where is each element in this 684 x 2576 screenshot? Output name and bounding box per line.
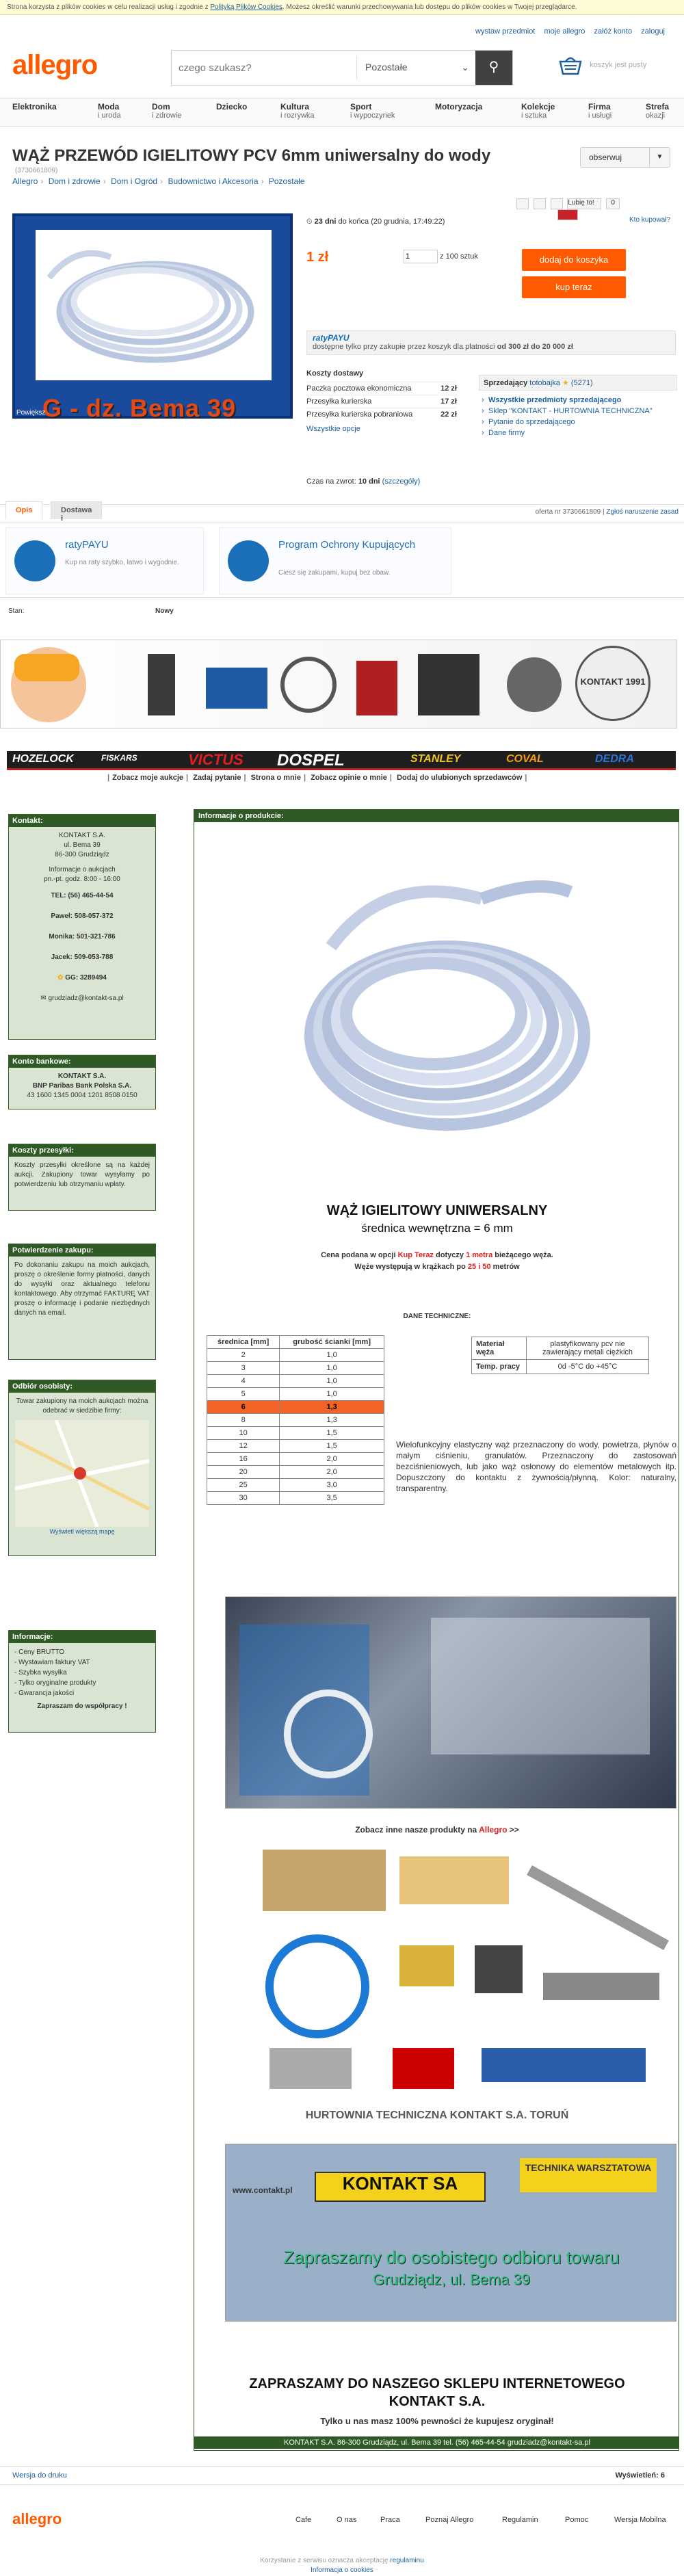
kontakt-badge: KONTAKT 1991: [575, 646, 650, 721]
nav-item-strefa[interactable]: Strefa okazji: [646, 102, 670, 120]
rolls-note: Węże występują w krążkach po 25 i 50 metrów: [354, 1263, 520, 1271]
menu-opinions[interactable]: Zobacz opinie o mnie: [311, 774, 387, 782]
protection-desc: Ciesz się zakupami, kupuj bez obaw.: [278, 569, 391, 577]
observe-label: obserwuj: [589, 153, 622, 162]
bank-name: KONTAKT S.A.: [57, 1073, 107, 1080]
table-row: 3 1,0: [207, 1362, 384, 1375]
contact-jacek: Jacek: 509-053-788: [51, 954, 114, 961]
star-icon: ★: [562, 379, 569, 387]
share-icon[interactable]: [516, 198, 529, 209]
copyright-text: Korzystanie z serwisu oznacza akceptację: [260, 2557, 389, 2564]
temp-value: 0d -5°C do +45°C: [527, 1360, 649, 1374]
raty-logo: ratyPAYU: [313, 333, 350, 343]
seller-banner: [0, 640, 677, 728]
material-table: [471, 1337, 649, 1374]
hurtownia-caption: HURTOWNIA TECHNICZNA KONTAKT S.A. TORUŃ: [305, 2110, 569, 2121]
condition-value: Nowy: [155, 607, 174, 615]
contact-pawel: Paweł: 508-057-372: [51, 912, 114, 920]
description-panel: [194, 809, 679, 2451]
table-row: 10 1,5: [207, 1427, 384, 1440]
info-item: - Wystawiam faktury VAT: [14, 1659, 90, 1666]
product-id: (3730661809): [15, 167, 58, 174]
info-item: - Szybka wysyłka: [14, 1669, 67, 1677]
description-h1: WĄŻ IGIELITOWY UNIWERSALNY: [326, 1203, 548, 1218]
tab-delivery[interactable]: Dostawa i: [51, 501, 102, 519]
raty-card-title: ratyPAYU: [65, 539, 109, 551]
shipping-costs: [306, 369, 457, 433]
nav-item-elektronika[interactable]: Elektronika: [12, 102, 57, 111]
shipping-info-box: [8, 1144, 156, 1211]
description-h2: średnica wewnętrzna = 6 mm: [361, 1222, 513, 1235]
info-box: [8, 1630, 156, 1733]
confirm-head: Potwierdzenie zakupu:: [9, 1244, 155, 1257]
like-label: Lubię to!: [568, 199, 594, 207]
end-date: do końca (20 grudnia, 17:49:22): [338, 218, 445, 226]
breadcrumb-item[interactable]: Dom i zdrowie: [48, 176, 101, 186]
brand-hozelock: HOZELOCK: [12, 753, 74, 765]
info-cta: Zapraszam do współpracy !: [37, 1703, 127, 1710]
product-photo[interactable]: [12, 213, 293, 422]
storefront-photo: [225, 2144, 676, 2322]
pickup-address: Grudziądz, ul. Bema 39: [373, 2271, 530, 2288]
brand-coval: COVAL: [506, 753, 544, 765]
table-row: 30 3,5: [207, 1492, 384, 1505]
price-note: Cena podana w opcji Kup Teraz dotyczy 1 metra bieżącego węża.: [321, 1251, 553, 1259]
zoom-link[interactable]: Powiększ: [16, 409, 46, 417]
brand-dospel: DOSPEL: [277, 751, 345, 770]
sell-item-link[interactable]: wystaw przedmiot: [475, 27, 536, 36]
table-row: 25 3,0: [207, 1479, 384, 1492]
like-count: 0: [606, 198, 620, 209]
raty-card-desc: Kup na raty szybko, łatwo i wygodnie.: [65, 559, 179, 566]
info-item: - Tylko oryginalne produkty: [14, 1679, 96, 1687]
buyers-link[interactable]: Kto kupował?: [629, 216, 671, 224]
search-button[interactable]: [475, 51, 512, 85]
company-data-link[interactable]: Dane firmy: [488, 429, 525, 437]
shipping-row: Przesyłka kurierska 17 zł: [306, 395, 457, 408]
info-head: Informacje:: [9, 1631, 155, 1643]
store-sign-2: TECHNIKA WARSZTATOWA: [520, 2158, 657, 2192]
store-sign: KONTAKT SA: [315, 2172, 486, 2202]
report-link[interactable]: Zgłoś naruszenie zasad: [606, 508, 679, 516]
seller-name[interactable]: totobajka: [529, 379, 560, 387]
brand-fiskars: FISKARS: [101, 753, 137, 763]
contact-info: Informacje o aukcjach: [49, 866, 116, 873]
return-label: Czas na zwrot:: [306, 477, 356, 486]
quantity: [404, 250, 478, 263]
table-row-selected: 6 1,3: [207, 1401, 384, 1414]
photo-watermark: G - dz. Bema 39: [42, 394, 237, 422]
chevron-down-icon[interactable]: ▼: [649, 148, 670, 167]
raty-info: [306, 330, 676, 355]
seller-box: [479, 375, 677, 471]
return-value: 10 dni: [358, 477, 380, 486]
nav-item-dom[interactable]: Dom i zdrowie: [152, 102, 182, 120]
see-other-products[interactable]: Zobacz inne nasze produkty na Allegro >>: [355, 1825, 519, 1835]
table-row: 2 1,0: [207, 1349, 384, 1362]
breadcrumb-item[interactable]: Dom i Ogród: [111, 176, 158, 186]
contact-street: ul. Bema 39: [64, 841, 101, 849]
contact-gg[interactable]: ✿ GG: 3289494: [57, 974, 107, 982]
gplus-icon[interactable]: [551, 198, 563, 209]
description-paragraph: Wielofunkcyjny elastyczny wąż przeznaczony do wody, powietrza, płynów o małym ciśnieniu, granulatów. Przeznaczony do zastosowań bezciśnieniowych, lub jako wąż osłonowy do elementów metalowych itp. Dopuszczony do kontaktu z żywnością/płynną. Kolor: naturalny, transparentny.: [396, 1440, 676, 1493]
cookie-policy-link[interactable]: Polityką Plików Cookies: [210, 3, 282, 11]
brand-stanley: STANLEY: [410, 753, 461, 765]
menu-my-auctions[interactable]: Zobacz moje aukcje: [112, 774, 184, 782]
wall-col-header: grubość ścianki [mm]: [280, 1336, 384, 1349]
table-row: 5 1,0: [207, 1388, 384, 1401]
nav-item-moda[interactable]: Moda i uroda: [98, 102, 121, 120]
footer-link-terms[interactable]: Regulamin: [502, 2516, 538, 2524]
terms-link[interactable]: regulaminu: [390, 2557, 424, 2564]
price: 1 zł: [306, 250, 329, 265]
chevron-down-icon: ⌄: [461, 62, 469, 73]
map[interactable]: [15, 1420, 149, 1527]
table-row: 20 2,0: [207, 1466, 384, 1479]
cart[interactable]: [557, 55, 646, 75]
footer-link-jobs[interactable]: Praca: [380, 2516, 400, 2524]
cart-icon: [557, 55, 583, 75]
raty-text: dostępne tylko przy zakupie przez koszyk dla płatności: [313, 343, 495, 351]
warehouse-photo: [225, 1596, 676, 1809]
seller-header: [479, 375, 677, 391]
buy-now-button[interactable]: kup teraz: [522, 276, 626, 298]
quantity-available: z 100 sztuk: [440, 252, 478, 261]
menu-about[interactable]: Strona o mnie: [250, 774, 301, 782]
allegro-logo[interactable]: allegro: [12, 50, 98, 80]
info-item: - Gwarancja jakości: [14, 1690, 75, 1697]
confirm-text: Po dokonaniu zakupu na moich aukcjach, proszę o określenie formy płatności, danych do wysyłki oraz aktualnego telefonu kontaktowego. Aby otrzymać FAKTURĘ VAT proszę o informację i podanie niezbędnych danych na email.: [14, 1261, 150, 1317]
print-version-link[interactable]: Wersja do druku: [12, 2471, 67, 2480]
seller-label: Sprzedający: [484, 379, 528, 387]
table-row: 16 2,0: [207, 1453, 384, 1466]
temp-label: Temp. pracy: [472, 1360, 527, 1374]
search-icon: ⚲: [488, 60, 499, 75]
diameter-col-header: średnica [mm]: [207, 1336, 280, 1349]
menu-ask[interactable]: Zadaj pytanie: [193, 774, 241, 782]
shipping-info-text: Koszty przesyłki określone są na każdej aukcji. Zakupiony towar wysyłamy po potwierdzeniu lub otrzymaniu wpłaty.: [14, 1161, 150, 1188]
diameter-table: [207, 1335, 384, 1505]
description-head: Informacje o produkcie:: [194, 810, 679, 822]
top-links: [469, 27, 665, 36]
menu-favorites[interactable]: Dodaj do ulubionych sprzedawców: [397, 774, 523, 782]
breadcrumb-item[interactable]: Allegro: [12, 176, 38, 186]
offer-number: oferta nr 3730661809 |: [535, 508, 605, 516]
seller-score[interactable]: (5271): [570, 379, 593, 387]
pickup-box: [8, 1380, 156, 1556]
nav-item-kultura[interactable]: Kultura i rozrywka: [280, 102, 315, 120]
footer-link-poznaj[interactable]: Poznaj Allegro: [425, 2516, 474, 2524]
shop-invite: ZAPRASZAMY DO NASZEGO SKLEPU INTERNETOWEGO: [249, 2376, 625, 2391]
breadcrumb-item[interactable]: Budownictwo i Akcesoria: [168, 176, 259, 186]
category-nav: [0, 98, 684, 127]
bank-box: [8, 1055, 156, 1109]
material-value: plastyfikowany pcv nie zawierający metali ciężkich: [527, 1337, 649, 1360]
pinterest-icon[interactable]: [557, 209, 578, 220]
seller-menu: | Zobacz moje aukcje | Zadaj pytanie | Strona o mnie | Zobacz opinie o mnie | Dodaj do ulubionych sprzedawców |: [107, 774, 527, 782]
return-time: [306, 477, 420, 486]
products-collage: [256, 1843, 673, 2103]
table-row: 4 1,0: [207, 1375, 384, 1388]
contact-mail[interactable]: ✉ grudziadz@kontakt-sa.pl: [40, 995, 124, 1002]
cookies-info-link[interactable]: Informacja o cookies: [311, 2566, 373, 2574]
contact-city: 86-300 Grudziądz: [55, 851, 109, 858]
contact-box: [8, 814, 156, 1040]
condition-label: Stan:: [8, 607, 25, 615]
raty-card[interactable]: [5, 527, 204, 594]
login-link[interactable]: zaloguj: [641, 27, 665, 36]
contact-monika: Monika: 501-321-786: [49, 933, 116, 941]
add-to-cart-button[interactable]: dodaj do koszyka: [522, 249, 626, 271]
brand-dedra: DEDRA: [595, 753, 634, 765]
cookie-bar: [0, 0, 684, 15]
return-details-link[interactable]: (szczegóły): [382, 477, 421, 486]
nav-item-motoryzacja[interactable]: Motoryzacja: [435, 102, 483, 111]
bank-number: 43 1600 1345 0004 1201 8508 0150: [27, 1092, 137, 1099]
footer-link-cafe[interactable]: Cafe: [295, 2516, 312, 2524]
pickup-text: Towar zakupiony na moich aukcjach można odebrać w siedzibie firmy:: [16, 1397, 148, 1415]
original-note: Tylko u nas masz 100% pewności że kupujesz oryginał!: [320, 2416, 554, 2426]
protection-title: Program Ochrony Kupujących: [278, 539, 416, 551]
table-row: 8 1,3: [207, 1414, 384, 1427]
nav-item-dziecko[interactable]: Dziecko: [216, 102, 248, 111]
tech-head: DANE TECHNICZNE:: [403, 1313, 471, 1320]
footer-link-help[interactable]: Pomoc: [565, 2516, 589, 2524]
cookie-text: Strona korzysta z plików cookies w celu realizacji usług i zgodnie z: [7, 3, 209, 11]
ask-seller-link[interactable]: Pytanie do sprzedającego: [488, 418, 575, 426]
contact-head: Kontakt:: [9, 815, 155, 827]
confirm-box: [8, 1244, 156, 1360]
contact-tel: TEL: (56) 465-44-54: [51, 892, 114, 899]
buyer-protection-card[interactable]: [219, 527, 451, 594]
category-value: Pozostałe: [365, 62, 408, 73]
register-link[interactable]: załóż konto: [594, 27, 633, 36]
offer-bar: [0, 504, 684, 519]
footer-logo[interactable]: allegro: [12, 2510, 62, 2527]
category-select[interactable]: [356, 56, 476, 79]
tube-image: [36, 230, 272, 380]
umbrella-icon: [228, 540, 269, 581]
bank-bank: BNP Paribas Bank Polska S.A.: [32, 1082, 132, 1090]
calculator-icon: [14, 540, 55, 581]
mail-icon: ✉: [40, 995, 47, 1002]
search-input[interactable]: [179, 56, 350, 79]
nav-item-sport[interactable]: Sport i wypoczynek: [350, 102, 395, 120]
shipping-row: Przesyłka kurierska pobraniowa 22 zł: [306, 408, 457, 421]
shop-name: KONTAKT S.A.: [389, 2394, 486, 2409]
observe-button[interactable]: [580, 147, 670, 168]
tab-opis[interactable]: Opis: [5, 501, 42, 519]
cookie-text-2: . Możesz określić warunki przechowywania lub dostępu do plików cookies w Twojej przeglądarce.: [282, 3, 577, 11]
store-url: www.contakt.pl: [233, 2185, 293, 2195]
end-time: [306, 218, 445, 226]
seller-shop-link[interactable]: Sklep "KONTAKT - HURTOWNIA TECHNICZNA": [488, 407, 653, 415]
contact-name: KONTAKT S.A.: [59, 832, 105, 839]
end-days: 23 dni: [314, 218, 337, 226]
table-row: 12 1,5: [207, 1440, 384, 1453]
copyright: [0, 2556, 684, 2575]
pickup-head: Odbiór osobisty:: [9, 1380, 155, 1393]
search-bar: [171, 50, 513, 86]
pickup-invite: Zapraszamy do osobistego odbioru towaru: [283, 2247, 620, 2268]
mail-icon[interactable]: [534, 198, 546, 209]
gg-icon: ✿: [57, 974, 64, 982]
seller-all-items-link[interactable]: Wszystkie przedmioty sprzedającego: [488, 396, 622, 404]
contact-hours: pn.-pt. godz. 8:00 - 16:00: [44, 876, 120, 883]
bigger-map-link[interactable]: Wyświetl większą mapę: [49, 1528, 115, 1535]
shipping-title: Koszty dostawy: [306, 369, 364, 378]
footer-strip: KONTAKT S.A. 86-300 Grudziądz, ul. Bema 39 tel. (56) 465-44-54 grudziadz@kontakt-sa.pl: [194, 2436, 679, 2449]
facebook-like-button[interactable]: [567, 198, 601, 209]
nav-item-firma[interactable]: Firma i usługi: [588, 102, 612, 120]
condition: [8, 607, 174, 615]
breadcrumb: Allegro › Dom i zdrowie › Dom i Ogród › Budownictwo i Akcesoria › Pozostałe: [12, 176, 305, 186]
cart-label: koszyk jest pusty: [590, 60, 647, 69]
breadcrumb-item[interactable]: Pozostałe: [268, 176, 305, 186]
nav-item-kolekcje[interactable]: Kolekcje i sztuka: [521, 102, 555, 120]
shipping-row: Paczka pocztowa ekonomiczna 12 zł: [306, 382, 457, 395]
bank-head: Konto bankowe:: [9, 1055, 155, 1068]
footer-link-about[interactable]: O nas: [337, 2516, 357, 2524]
all-options-link[interactable]: Wszystkie opcje: [306, 425, 360, 433]
views-count: Wyświetleń: 6: [615, 2471, 665, 2480]
product-title: WĄŻ PRZEWÓD IGIELITOWY PCV 6mm uniwersalny do wody: [12, 146, 491, 165]
raty-range: od 300 zł do 20 000 zł: [497, 343, 573, 351]
shipping-info-head: Koszty przesyłki:: [9, 1144, 155, 1157]
footer-link-mobile[interactable]: Wersja Mobilna: [614, 2516, 666, 2524]
brand-bar: [7, 751, 676, 770]
brand-victus: VICTUS: [188, 751, 244, 768]
my-allegro-link[interactable]: moje allegro: [544, 27, 586, 36]
promo-strip: [0, 523, 684, 598]
clock-icon: ⏲: [306, 218, 313, 226]
tube-coil-image: [283, 851, 598, 1152]
quantity-input[interactable]: [404, 250, 438, 263]
info-item: - Ceny BRUTTO: [14, 1648, 65, 1656]
material-label: Materiał węża: [472, 1337, 527, 1360]
footer-line: [0, 2466, 684, 2485]
